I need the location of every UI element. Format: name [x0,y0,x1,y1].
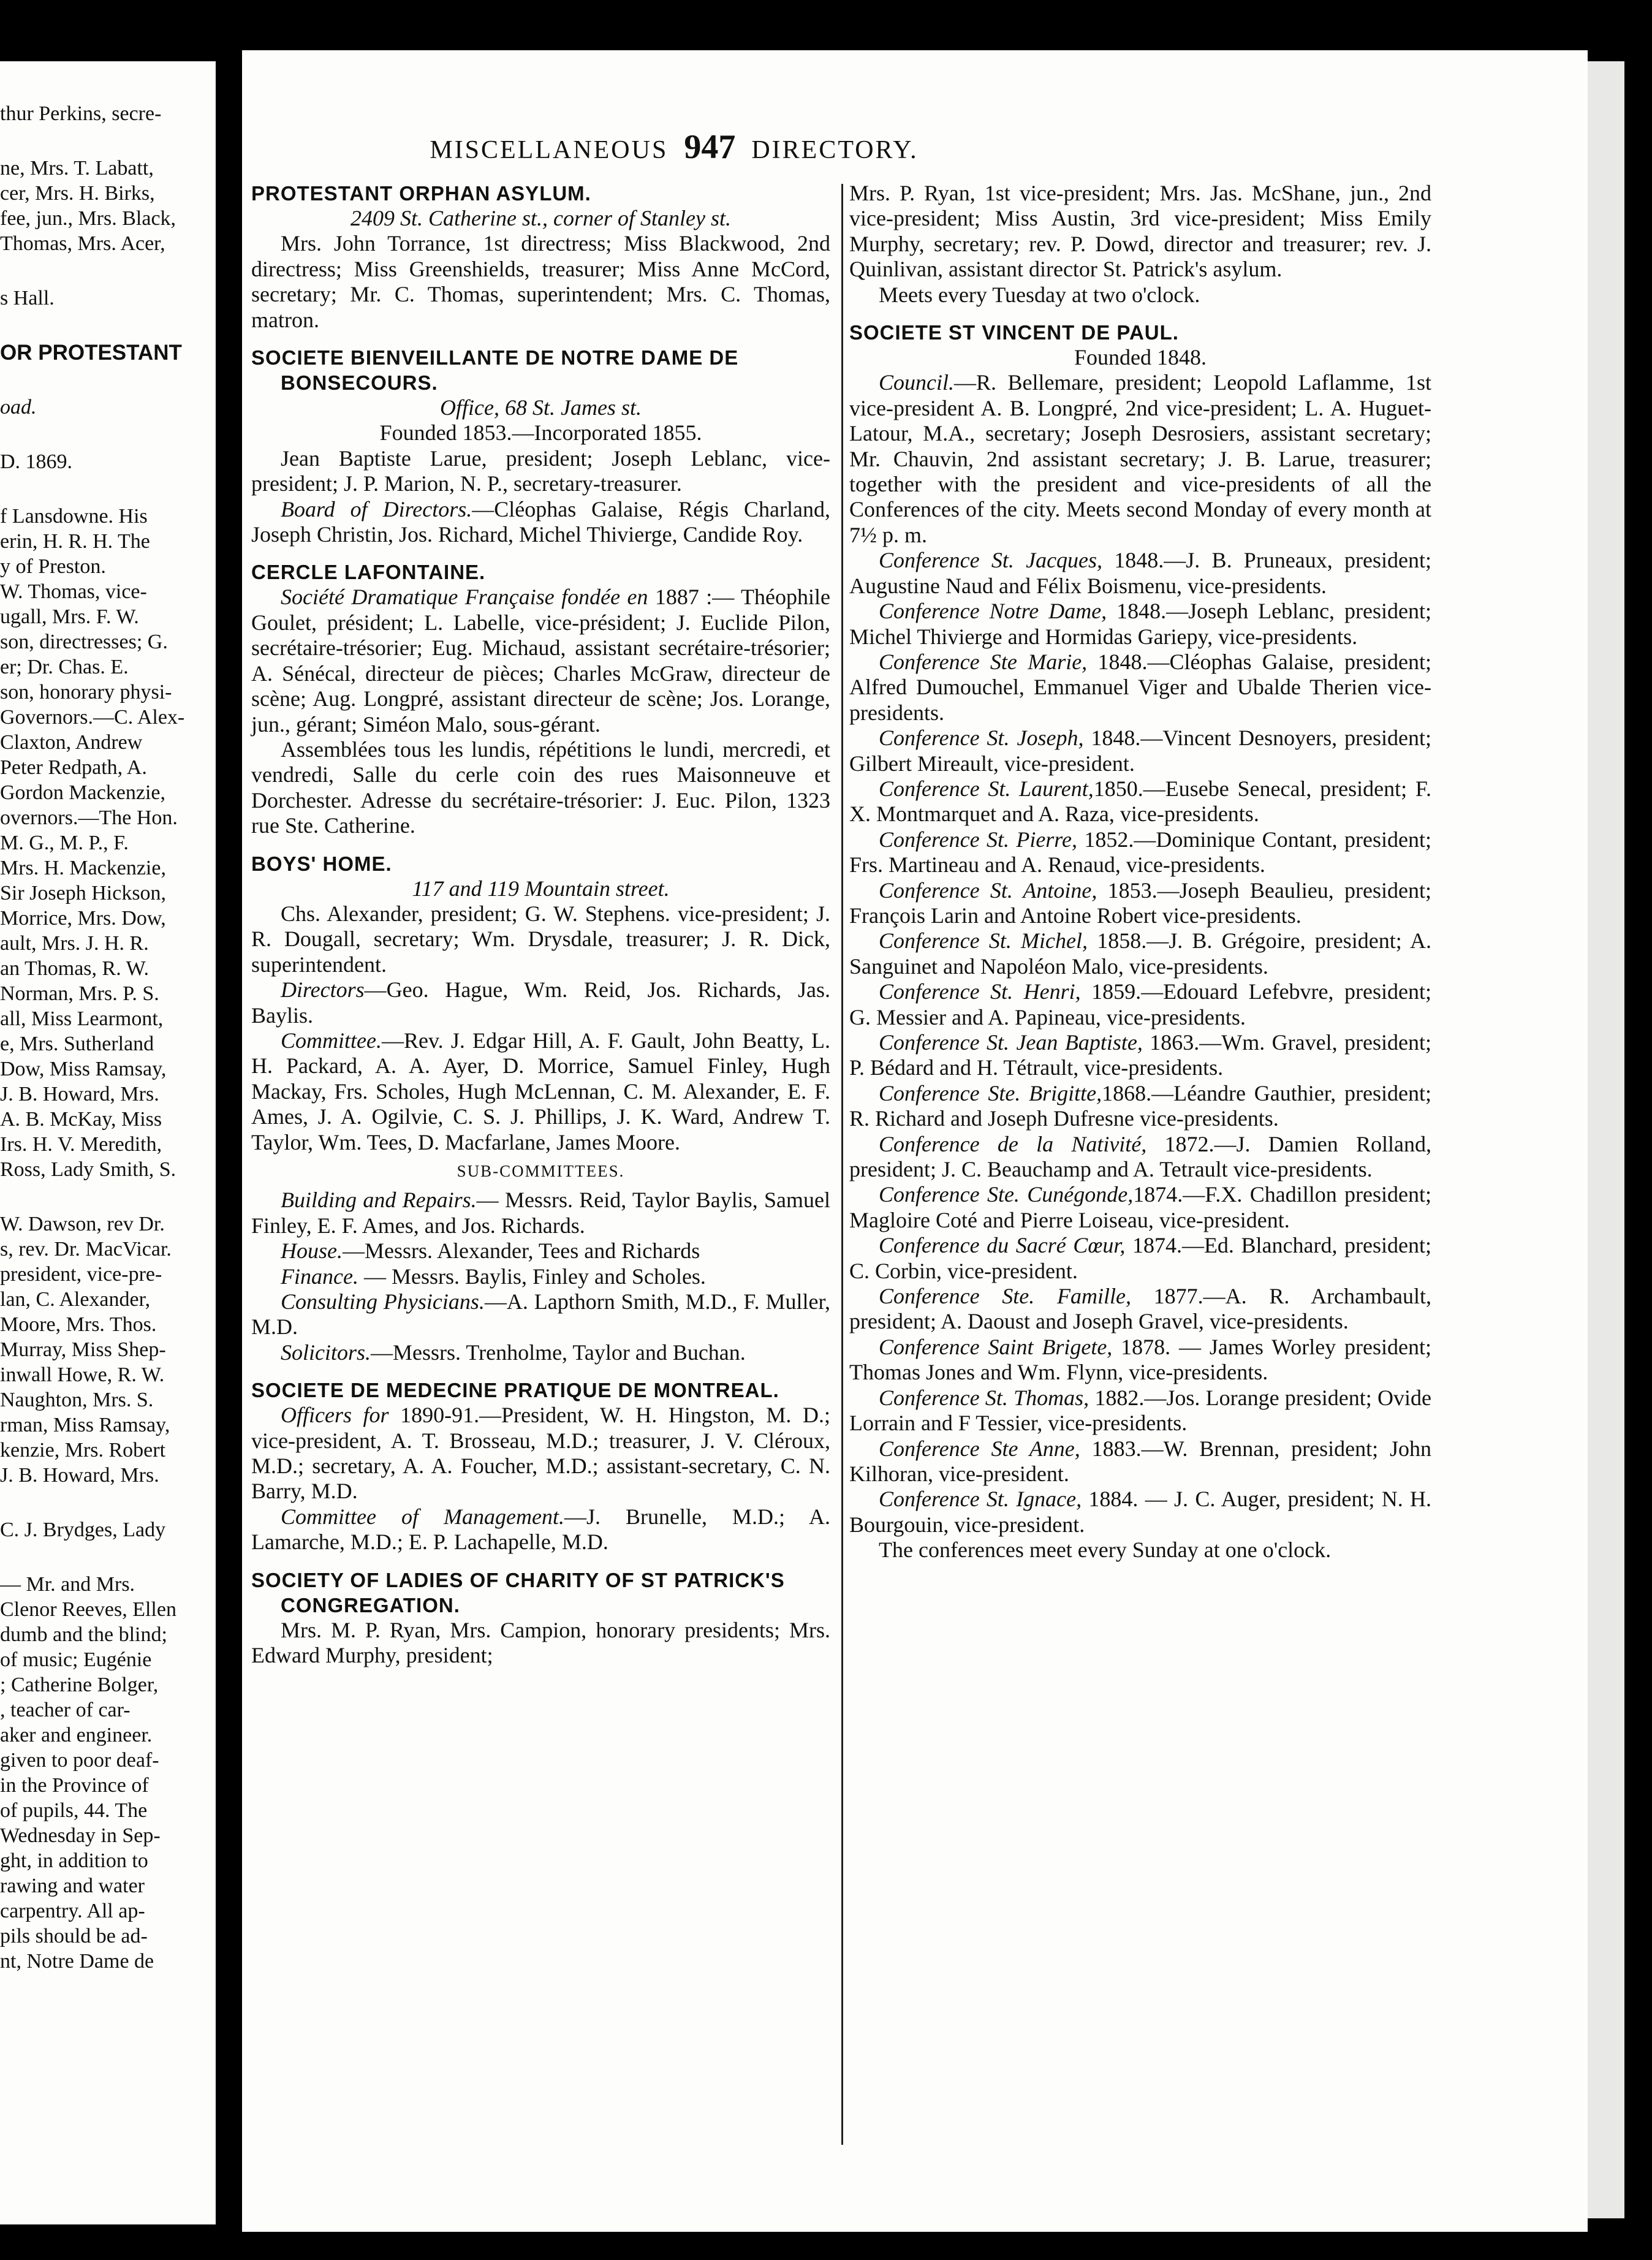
conference-name: Conference St. Laurent, [879,776,1094,801]
fragment-line: M. G., M. P., F. [0,832,129,854]
fragment-line: dumb and the blind; [0,1623,167,1646]
conference-details: 1874.—F.X. Chadillon president; Magloire Coté and Pierre Loiseau, vice-president. [849,1182,1431,1232]
entry-label: Directors [281,977,365,1003]
entry-text: Mrs. John Torrance, 1st directress; Miss Blackwood, 2nd directress; Miss Greenshields, treasurer; Miss Anne McCord, secretary; Mr. C. Thomas, superintendent; Mrs. C. Thomas, matron. [251,231,830,332]
running-header [270,126,1078,169]
fragment-line: erin, H. R. H. The [0,530,150,553]
conference-entry [849,1182,1431,1233]
fragment-line: Mrs. H. Mackenzie, [0,857,166,879]
fragment-line: rawing and water [0,1875,145,1897]
entry-label: Board of Directors. [281,496,472,521]
entry-body: —Geo. Hague, Wm. Reid, Jos. Richards, Jas. Baylis. [251,977,830,1028]
entry-text [251,1028,830,1155]
entry-text [251,1340,830,1365]
entry-text: Meets every Tuesday at two o'clock. [879,282,1200,307]
entry-text [251,1264,830,1289]
fragment-line: overnors.—The Hon. [0,806,178,829]
column-right [849,181,1431,1563]
fragment-line: , teacher of car- [0,1699,131,1721]
entry-text: Jean Baptiste Larue, president; Joseph Leblanc, vice-president; J. P. Marion, N. P., secretary-treasurer. [251,446,830,496]
conference-details: 1882.—Jos. Lorange president; Ovide Lorrain and F Tessier, vice-presidents. [849,1385,1431,1436]
entry-text: Chs. Alexander, president; G. W. Stephens. vice-president; J. R. Dougall, secretary; Wm. Drysdale, treasurer; J. R. Dick, superintendent. [251,901,830,977]
fragment-line: ault, Mrs. J. H. R. [0,932,149,955]
entry-text [251,1403,830,1504]
conference-details: 1883.—W. Brennan, president; John Kilhoran, vice-president. [849,1436,1431,1486]
conference-entry [849,650,1431,726]
entry-body: 1887 :— [654,585,735,610]
entry-body: —Messrs. Trenholme, Taylor and Buchan. [371,1340,746,1365]
fragment-line: rman, Miss Ramsay, [0,1414,170,1436]
conference-details: 1874.—Ed. Blanchard, president; C. Corbin, vice-president. [849,1233,1431,1283]
conference-entry [849,878,1431,929]
section-title: PROTESTANT ORPHAN ASYLUM. [251,182,591,205]
column-left [251,181,830,1669]
conference-entry [849,726,1431,776]
founded: Founded 1853.—Incorporated 1855. [379,420,702,446]
fragment-heading: OR PROTESTANT [0,341,182,365]
fragment-line: son, directresses; G. [0,631,168,653]
conference-details: 1848.—Vincent Desnoyers, president; Gilbert Mireault, vice-president. [849,726,1431,776]
fragment-line: in the Province of [0,1774,149,1797]
entry-text [849,370,1431,548]
entry-body: 1890-91.—President, W. H. Hingston, M. D.; vice-president, A. T. Brosseau, M.D.; treasurer, J. V. Cléroux, M.D.; secretary, A. A. Foucher, M.D.; assistant-secretary, C. N. Barry, M.D. [251,1403,830,1504]
fragment-line: cer, Mrs. H. Birks, [0,182,155,205]
fragment-line: of music; Eugénie [0,1648,152,1671]
conference-details: 1859.—Edouard Lefebvre, president; G. Messier and A. Papineau, vice-presidents. [849,979,1431,1030]
conference-name: Conference Ste. Cunégonde, [879,1182,1134,1207]
fragment-line: Irs. H. V. Meredith, [0,1133,162,1156]
founded: Founded 1848. [1074,345,1207,370]
conference-details: 1872.—J. Damien Rolland, president; J. C. Beauchamp and A. Tetrault vice-presidents. [849,1131,1431,1182]
header-right: DIRECTORY. [751,136,919,164]
fragment-line: W. Dawson, rev Dr. [0,1213,165,1235]
conference-details: 1863.—Wm. Gravel, president; P. Bédard and H. Tétrault, vice-presidents. [849,1030,1431,1080]
entry-body: Théophile Goulet, président; L. Labelle, vice-président; J. Euclide Pilon, secrétaire-trésorier; Eug. Michaud, assistant secrétaire-trésorier; A. Sénécal, directeur de pièces; Charles McGraw, directeur de scène; Aug. Longpré, assistant directeur de scène; Jos. Lorange, jun., gérant; Siméon Malo, sous-gérant. [251,585,830,737]
facing-page-fragment [0,61,216,2224]
fragment-line: given to poor deaf- [0,1749,159,1772]
fragment-line: C. J. Brydges, Lady [0,1519,166,1541]
fragment-line: s, rev. Dr. MacVicar. [0,1238,172,1261]
fragment-line: aker and engineer. [0,1724,153,1746]
fragment-line: Gordon Mackenzie, [0,781,166,804]
entry-body: —R. Bellemare, president; Leopold Laflamme, 1st vice-president A. B. Longpré, 2nd vice-president; L. A. Huguet-Latour, M.A., secretary; Joseph Desrosiers, assistant secretary; Mr. Chauvin, 2nd assistant secretary; J. B. Larue, treasurer; together with the president and vice-presidents of all the Conferences of the city. Meets second Monday of every month at 7½ p. m. [849,370,1431,547]
fragment-line: Moore, Mrs. Thos. [0,1313,157,1336]
entry-label: House. [281,1238,343,1264]
conference-entry [849,1284,1431,1335]
conference-list [849,548,1431,1538]
fragment-line: son, honorary physi- [0,681,172,703]
conference-details: 1878. — James Worley president; Thomas Jones and Wm. Flynn, vice-presidents. [849,1334,1431,1385]
fragment-line: Wednesday in Sep- [0,1824,161,1847]
conference-name: Conference St. Henri, [879,979,1081,1004]
conference-entry [849,827,1431,878]
entry-label: Finance. [281,1264,358,1289]
page-number: 947 [684,128,736,166]
conference-name: Conference St. Jean Baptiste, [879,1030,1143,1055]
entry-text: Mrs. M. P. Ryan, Mrs. Campion, honorary presidents; Mrs. Edward Murphy, president; [251,1617,830,1668]
conference-details: 1852.—Dominique Contant, president; Frs. Martineau and A. Renaud, vice-presidents. [849,827,1431,878]
fragment-line: ; Catherine Bolger, [0,1674,159,1696]
entry-text: Assemblées tous les lundis, répétitions le lundi, mercredi, et vendredi, Salle du cerle coin des rues Maisonneuve et Dorchester. Adresse du secrétaire-trésorier: J. Euc. Pilon, 1323 rue Ste. Catherine. [251,737,830,838]
conference-entry [849,979,1431,1030]
conference-name: Conference Ste. Famille, [879,1284,1131,1309]
fragment-line: e, Mrs. Sutherland [0,1033,154,1055]
fragment-line: an Thomas, R. W. [0,957,150,980]
fragment-line: ugall, Mrs. F. W. [0,605,139,628]
column-rule [841,184,843,2145]
fragment-line: inwall Howe, R. W. [0,1363,165,1386]
fragment-line: nt, Notre Dame de [0,1950,154,1973]
entry-text [251,1504,830,1555]
fragment-line: kenzie, Mrs. Robert [0,1439,166,1462]
conference-name: Conference St. Jacques, [879,548,1103,573]
fragment-line: pils should be ad- [0,1925,148,1947]
conference-details: 1853.—Joseph Beaulieu, president; François Larin and Antoine Robert vice-presidents. [849,878,1431,928]
conference-name: Conference de la Nativité, [879,1131,1147,1156]
entry-text [251,497,830,548]
fragment-line: Sir Joseph Hickson, [0,882,167,904]
fragment-line: A. B. McKay, Miss [0,1108,162,1131]
entry-text [251,1188,830,1238]
entry-label: Council. [879,370,954,395]
conference-details: 1848.—J. B. Pruneaux, president; Augustine Naud and Félix Boismenu, vice-presidents. [849,548,1431,598]
fragment-line: Murray, Miss Shep- [0,1338,166,1361]
fragment-line: carpentry. All ap- [0,1900,145,1922]
fragment-line: all, Miss Learmont, [0,1007,164,1030]
entry-label: Solicitors. [281,1340,371,1365]
conference-name: Conference Notre Dame, [879,599,1107,624]
fragment-line: J. B. Howard, Mrs. [0,1083,159,1105]
fragment-line: Dow, Miss Ramsay, [0,1058,167,1080]
fragment-line: thur Perkins, secre- [0,102,162,125]
entry-label: Société Dramatique Française fondée en [281,585,648,610]
subheading: SUB-COMMITTEES. [457,1162,625,1180]
fragment-line: D. 1869. [0,450,73,473]
fragment-line: er; Dr. Chas. E. [0,656,129,678]
conference-entry [849,1081,1431,1132]
conference-entry [849,1487,1431,1538]
entry-label: Consulting Physicians. [281,1289,485,1314]
entry-label: Committee. [281,1028,382,1053]
facing-page-text [0,101,216,1974]
entry-text: The conferences meet every Sunday at one o'clock. [879,1538,1332,1563]
conference-entry [849,599,1431,650]
conference-name: Conference St. Michel, [879,928,1088,954]
page-edge [1588,61,1624,2218]
section-title: SOCIETE BIENVEILLANTE DE NOTRE DAME DE BONSECOURS. [251,346,739,395]
entry-text [251,1289,830,1340]
entry-body: — Messrs. Reid, Taylor Baylis, Samuel Finley, E. F. Ames, and Jos. Richards. [251,1188,830,1238]
conference-entry [849,928,1431,979]
entry-body: — Messrs. Baylis, Finley and Scholes. [358,1264,706,1289]
fragment-line: president, vice-pre- [0,1263,162,1286]
header-left: MISCELLANEOUS [430,136,669,164]
conference-name: Conference St. Pierre, [879,827,1077,852]
fragment-line: W. Thomas, vice- [0,580,147,603]
fragment-line: ght, in addition to [0,1849,148,1872]
fragment-line: oad. [0,396,37,419]
fragment-line: ne, Mrs. T. Labatt, [0,157,154,180]
conference-entry [849,548,1431,599]
conference-entry [849,1386,1431,1436]
conference-name: Conference St. Antoine, [879,878,1097,903]
section-title: BOYS' HOME. [251,852,392,875]
section-title: SOCIETE ST VINCENT DE PAUL. [849,321,1179,344]
fragment-line: J. B. Howard, Mrs. [0,1464,159,1487]
conference-name: Conference St. Thomas, [879,1385,1089,1410]
entry-body: —A. Lapthorn Smith, M.D., F. Muller, M.D. [251,1289,831,1340]
conference-entry [849,1030,1431,1081]
fragment-line: f Lansdowne. His [0,505,148,528]
section-title: CERCLE LAFONTAINE. [251,561,486,584]
conference-details: 1850.—Eusebe Senecal, president; F. X. Montmarquet and A. Raza, vice-presidents. [849,776,1432,827]
fragment-line: Claxton, Andrew [0,731,143,754]
entry-label: Officers for [281,1403,389,1428]
fragment-line: Governors.—C. Alex- [0,706,185,729]
address: 117 and 119 Mountain street. [412,876,670,901]
fragment-line: s Hall. [0,287,55,309]
section-title: SOCIETE DE MEDECINE PRATIQUE DE MONTREAL. [251,1379,779,1402]
fragment-line: of pupils, 44. The [0,1799,148,1822]
entry-label: Committee of Management. [281,1504,564,1529]
entry-body: —Rev. J. Edgar Hill, A. F. Gault, John Beatty, L. H. Packard, A. A. Ayer, D. Morrice, Samuel Finley, Hugh Mackay, Frs. Scholes, Hugh McLennan, C. M. Alexander, E. F. Ames, J. A. Ogilvie, C. S. J. Phillips, J. K. Ward, Andrew T. Taylor, Wm. Tees, D. Macfarlane, James Moore. [251,1028,830,1155]
fragment-line: Peter Redpath, A. [0,756,147,779]
entry-text [251,977,830,1028]
conference-name: Conference Ste Anne, [879,1436,1080,1461]
fragment-line: Morrice, Mrs. Dow, [0,907,166,930]
fragment-line: Ross, Lady Smith, S. [0,1158,176,1181]
entry-label: Building and Repairs. [281,1188,477,1213]
conference-details: 1868.—Léandre Gauthier, president; R. Richard and Joseph Dufresne vice-presidents. [849,1080,1431,1131]
fragment-line: Clenor Reeves, Ellen [0,1598,176,1621]
section-title: SOCIETY OF LADIES OF CHARITY OF ST PATRICK'S CONGREGATION. [251,1568,785,1617]
conference-details: 1848.—Joseph Leblanc, president; Michel Thivierge and Hormidas Gariepy, vice-presidents. [849,599,1431,649]
conference-details: 1884. — J. C. Auger, president; N. H. Bourgouin, vice-president. [849,1487,1431,1537]
conference-name: Conference Saint Brigete, [879,1334,1113,1359]
fragment-line: lan, C. Alexander, [0,1288,151,1311]
entry-body: —J. Brunelle, M.D.; A. Lamarche, M.D.; E. P. Lachapelle, M.D. [251,1504,830,1555]
fragment-line: Thomas, Mrs. Acer, [0,232,165,255]
conference-entry [849,1335,1431,1386]
fragment-line: — Mr. and Mrs. [0,1573,135,1596]
conference-entry [849,1436,1431,1487]
entry-body: —Messrs. Alexander, Tees and Richards [343,1238,700,1264]
entry-text [251,585,830,737]
entry-text [251,1238,830,1264]
conference-name: Conference St. Joseph, [879,726,1084,751]
address: Office, 68 St. James st. [440,395,642,420]
address: 2409 St. Catherine st., corner of Stanley st. [350,206,731,230]
entry-text: Mrs. P. Ryan, 1st vice-president; Mrs. Jas. McShane, jun., 2nd vice-president; Miss Austin, 3rd vice-president; Miss Emily Murphy, secretary; rev. P. Dowd, director and treasurer; rev. J. Quinlivan, assistant director St. Patrick's asylum. [849,181,1431,282]
conference-details: 1848.—Cléophas Galaise, president; Alfred Dumouchel, Emmanuel Viger and Ubalde Therien vice-presidents. [849,649,1432,725]
entry-body: —Cléophas Galaise, Régis Charland, Joseph Christin, Jos. Richard, Michel Thivierge, Candide Roy. [251,496,830,547]
conference-name: Conference Ste Marie, [879,649,1088,674]
conference-entry [849,1233,1431,1284]
conference-name: Conference St. Ignace, [879,1487,1082,1512]
conference-entry [849,776,1431,827]
conference-details: 1877.—A. R. Archambault, president; A. Daoust and Joseph Gravel, vice-presidents. [849,1284,1431,1334]
fragment-line: Norman, Mrs. P. S. [0,982,159,1005]
conference-name: Conference Ste. Brigitte, [879,1080,1102,1105]
conference-entry [849,1132,1431,1183]
conference-name: Conference du Sacré Cœur, [879,1233,1126,1258]
fragment-line: fee, jun., Mrs. Black, [0,207,176,230]
fragment-line: Naughton, Mrs. S. [0,1389,154,1411]
conference-details: 1858.—J. B. Grégoire, president; A. Sanguinet and Napoléon Malo, vice-presidents. [849,928,1431,979]
fragment-line: y of Preston. [0,555,106,578]
